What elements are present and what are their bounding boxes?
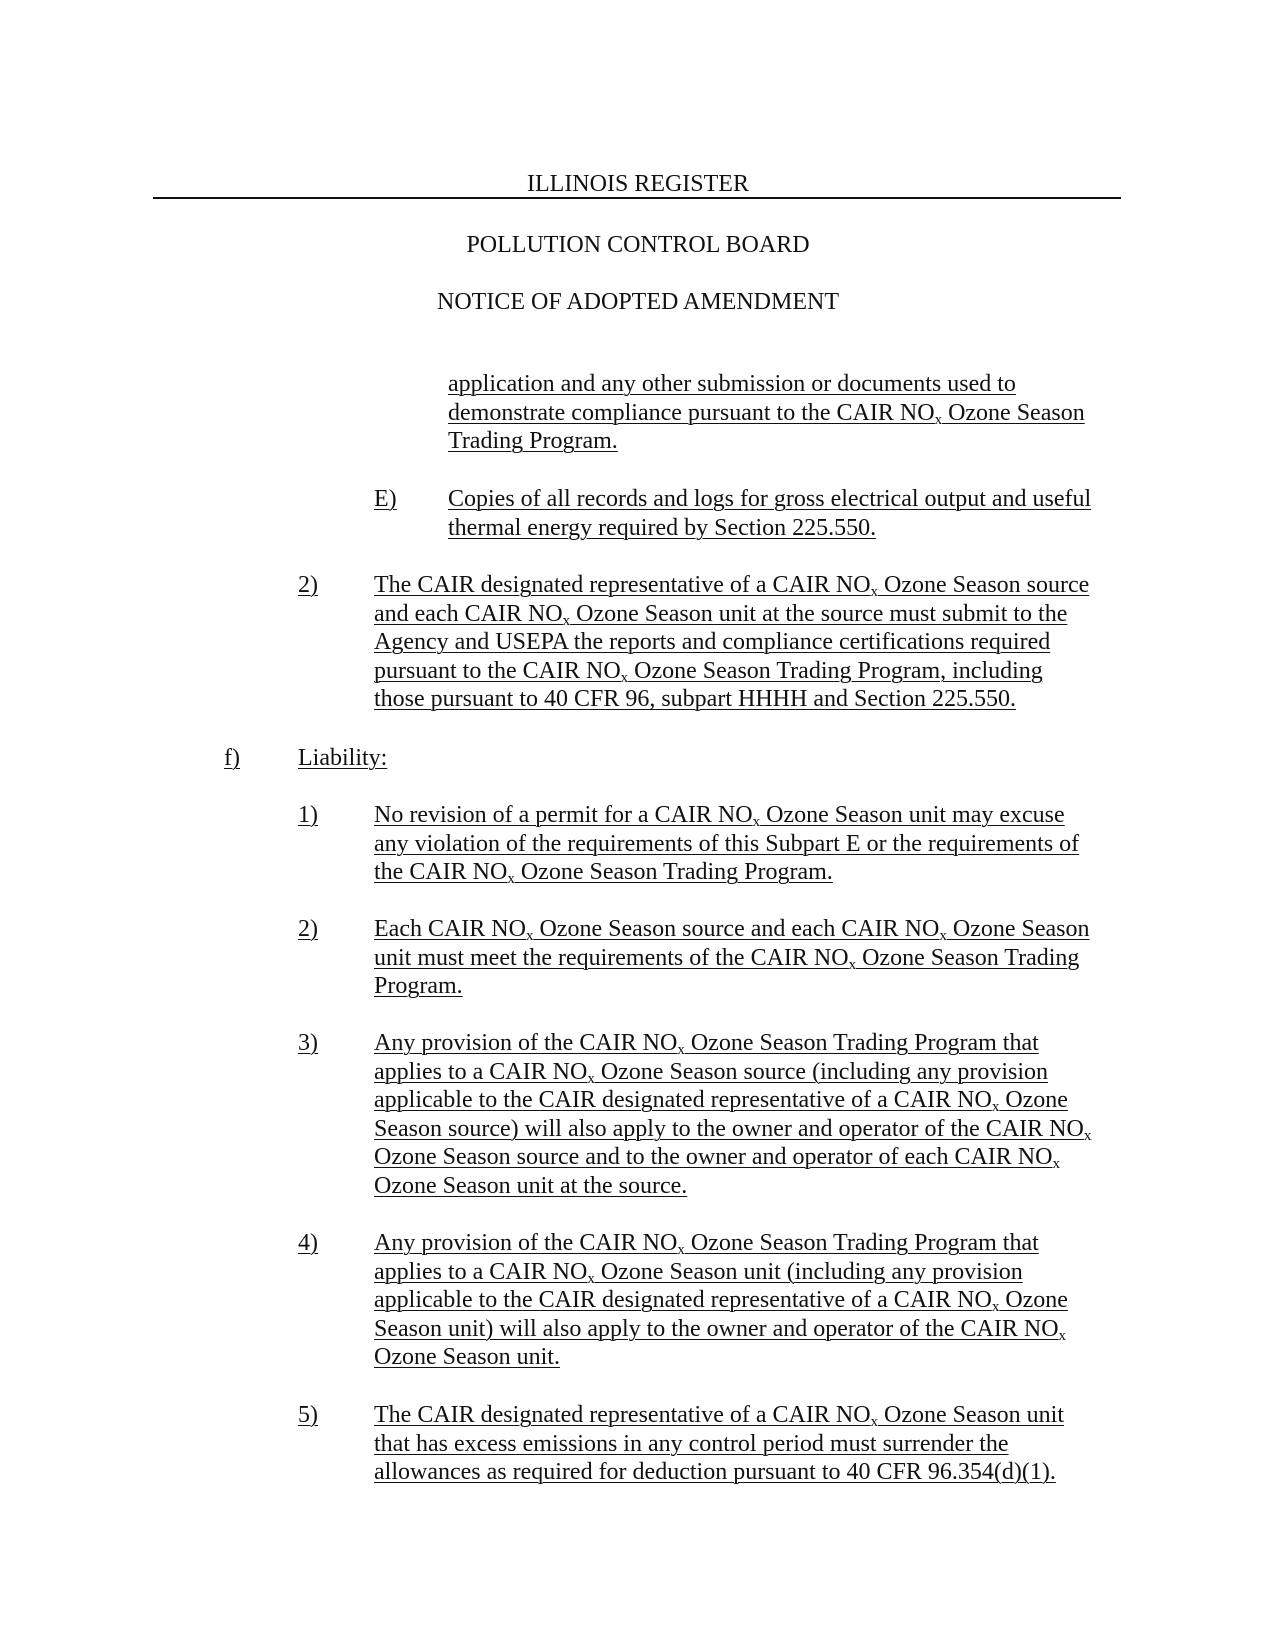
- text-line: Agency and USEPA the reports and compliance certifications required: [374, 629, 1051, 656]
- text-line: Season source) will also apply to the owner and operator of the CAIR $NO_x$: [374, 1115, 1092, 1144]
- text-line: Ozone Season source and to the owner and operator of each CAIR $NO_x$: [374, 1144, 1060, 1173]
- paragraph-continuation: [448, 370, 1085, 456]
- item-e-text: [448, 485, 1091, 542]
- text-line: The CAIR designated representative of a CAIR $NO_x$ Ozone Season source: [374, 572, 1090, 600]
- header-rule: [153, 197, 1121, 199]
- text-line: applies to a CAIR $NO_x$ Ozone Season source (including any provision: [374, 1058, 1049, 1087]
- text-line: Season unit) will also apply to the owner and operator of the CAIR $NO_x$: [374, 1315, 1067, 1344]
- item-label-e: E): [374, 486, 397, 512]
- text-line: application and any other submission or documents used to: [448, 371, 1016, 397]
- text-line: that has excess emissions in any control period must surrender the: [374, 1430, 1009, 1457]
- item-f3-text: [374, 1029, 1091, 1201]
- text-line: Copies of all records and logs for gross electrical output and useful: [448, 486, 1092, 512]
- text-line: the CAIR $NO_x$ Ozone Season Trading Program.: [374, 859, 833, 888]
- item-label-f1: 1): [298, 802, 318, 828]
- text-line: and each CAIR $NO_x$ Ozone Season unit at the source must submit to the: [374, 600, 1068, 629]
- text-line: No revision of a permit for a CAIR $NO_x$ Ozone Season unit may excuse: [374, 802, 1065, 830]
- text-line: allowances as required for deduction pursuant to 40 CFR 96.354(d)(1).: [374, 1459, 1056, 1486]
- text-line: Program.: [374, 973, 463, 1000]
- text-line: any violation of the requirements of this Subpart E or the requirements of: [374, 830, 1080, 857]
- section-label-f: f): [224, 745, 240, 771]
- notice-title: NOTICE OF ADOPTED AMENDMENT: [437, 289, 839, 315]
- item-f1-text: [374, 801, 1079, 887]
- item-e2-text: [374, 571, 1089, 714]
- item-label-f4: 4): [298, 1230, 318, 1256]
- text-line: Ozone Season unit.: [374, 1344, 560, 1371]
- text-line: Each CAIR $NO_x$ Ozone Season source and each CAIR $NO_x$ Ozone Season: [374, 916, 1090, 944]
- text-line: applicable to the CAIR designated representative of a CAIR $NO_x$ Ozone: [374, 1087, 1068, 1116]
- text-line: thermal energy required by Section 225.550.: [448, 514, 877, 541]
- text-line: those pursuant to 40 CFR 96, subpart HHHH and Section 225.550.: [374, 686, 1016, 713]
- text-line: The CAIR designated representative of a CAIR $NO_x$ Ozone Season unit: [374, 1402, 1064, 1430]
- item-label-e2: 2): [298, 572, 318, 598]
- text-line: applies to a CAIR $NO_x$ Ozone Season unit (including any provision: [374, 1258, 1023, 1287]
- board-title: POLLUTION CONTROL BOARD: [466, 232, 810, 258]
- text-line: Any provision of the CAIR $NO_x$ Ozone Season Trading Program that: [374, 1030, 1039, 1058]
- section-f-title: Liability:: [298, 745, 388, 771]
- item-label-f2: 2): [298, 916, 318, 942]
- text-line: Ozone Season unit at the source.: [374, 1172, 688, 1199]
- text-line: pursuant to the CAIR $NO_x$ Ozone Season Trading Program, including: [374, 657, 1043, 686]
- text-line: Any provision of the CAIR $NO_x$ Ozone Season Trading Program that: [374, 1230, 1039, 1258]
- text-line: applicable to the CAIR designated representative of a CAIR $NO_x$ Ozone: [374, 1287, 1068, 1316]
- text-line: demonstrate compliance pursuant to the CAIR $NO_x$ Ozone Season: [448, 399, 1085, 428]
- item-f5-text: [374, 1401, 1064, 1487]
- item-f4-text: [374, 1229, 1068, 1372]
- item-f2-text: [374, 915, 1090, 1001]
- register-title: ILLINOIS REGISTER: [527, 171, 749, 197]
- item-label-f3: 3): [298, 1030, 318, 1056]
- text-line: Trading Program.: [448, 428, 618, 455]
- text-line: unit must meet the requirements of the CAIR $NO_x$ Ozone Season Trading: [374, 944, 1080, 973]
- item-label-f5: 5): [298, 1402, 318, 1428]
